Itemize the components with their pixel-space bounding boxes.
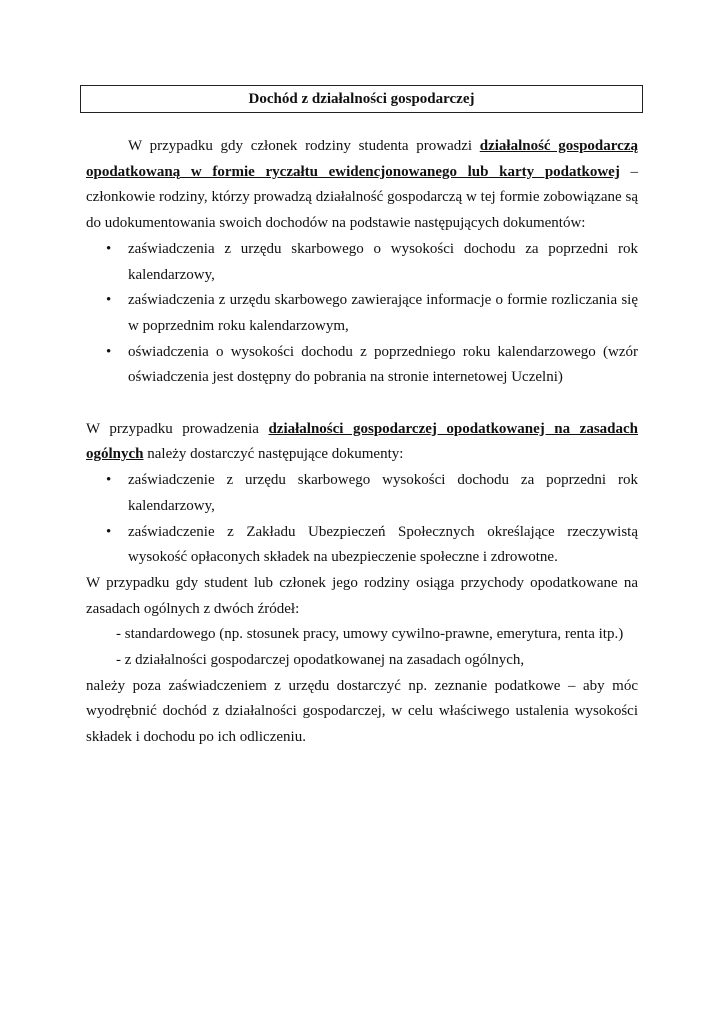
spacer: [86, 391, 638, 417]
bullet-icon: •: [106, 240, 112, 257]
general-rules-documents-list: [86, 468, 638, 571]
paragraph-closing: należy poza zaświadczeniem z urzędu dostarczyć np. zeznanie podatkowe – aby móc wyodrębnić dochód z działalności gospodarczej, w celu właściwego ustalenia wysokości składek i dochodu po ich odliczeniu.: [86, 677, 638, 746]
paragraph-ryczalt-intro: [86, 134, 638, 237]
ryczalt-documents-list: [86, 237, 638, 391]
source-item: - standardowego (np. stosunek pracy, umowy cywilno-prawne, emerytura, renta itp.): [116, 626, 624, 643]
bullet-icon: •: [106, 472, 112, 489]
intro-text-a: W przypadku gdy członek rodziny studenta prowadzi: [128, 138, 473, 154]
list-item: • zaświadczenie z Zakładu Ubezpieczeń Społecznych określające rzeczywistą wysokość opłaconych składek na ubezpieczenie społeczne i zdrowotne.: [86, 520, 638, 571]
intro-text-a: W przypadku prowadzenia: [86, 420, 259, 437]
document-body: [86, 134, 638, 751]
list-item: • zaświadczenia z urzędu skarbowego o wysokości dochodu za poprzedni rok kalendarzowy,: [86, 237, 638, 288]
section-title: Dochód z działalności gospodarczej: [80, 85, 643, 113]
source-item: - z działalności gospodarczej opodatkowanej na zasadach ogólnych,: [116, 652, 525, 669]
intro-text-b: należy dostarczyć następujące dokumenty:: [147, 446, 404, 463]
list-item: • oświadczenia o wysokości dochodu z poprzedniego roku kalendarzowego (wzór oświadczenia jest dostępny do pobrania na stronie internetowej Uczelni): [86, 340, 638, 391]
emphasis-ryczalt: działalność gospodarczą opodatkowaną w formie ryczałtu ewidencjonowanego lub karty podatkowej: [86, 138, 638, 180]
paragraph-general-rules-intro: [86, 417, 638, 468]
paragraph-two-sources: W przypadku gdy student lub członek jego rodziny osiąga przychody opodatkowane na zasadach ogólnych z dwóch źródeł:: [86, 574, 638, 617]
list-item: • zaświadczenia z urzędu skarbowego zawierające informacje o formie rozliczania się w poprzednim roku kalendarzowym,: [86, 288, 638, 339]
intro-text-b: – członkowie rodziny, którzy prowadzą działalność gospodarczą w tej formie zobowiązane są do udokumentowania swoich dochodów na podstawie następujących dokumentów:: [86, 163, 638, 232]
list-item: • zaświadczenie z urzędu skarbowego wysokości dochodu za poprzedni rok kalendarzowy,: [86, 468, 638, 519]
bullet-icon: •: [106, 343, 112, 360]
bullet-icon: •: [106, 292, 112, 309]
bullet-icon: •: [106, 523, 112, 540]
emphasis-general-rules: działalności gospodarczej opodatkowanej na zasadach ogólnych: [86, 420, 639, 463]
